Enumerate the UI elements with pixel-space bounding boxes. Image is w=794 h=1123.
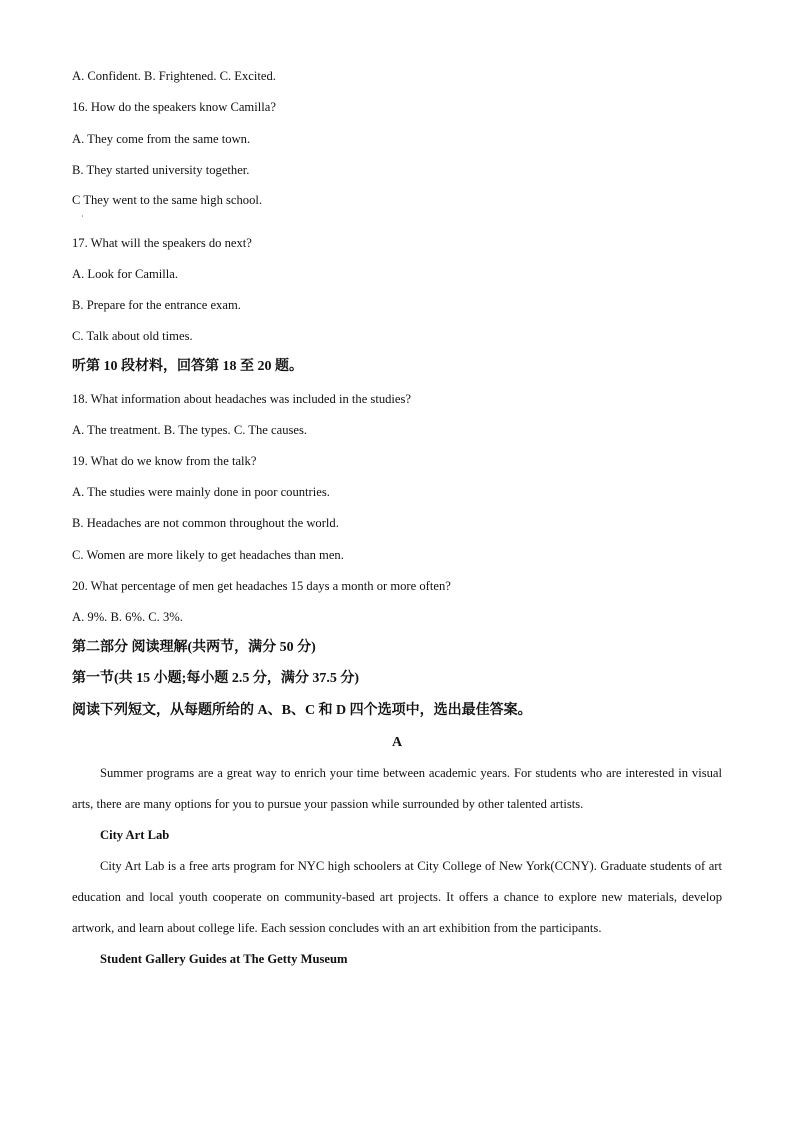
passage-intro: Summer programs are a great way to enrich your time between academic years. For students who are interested in visual arts, there are many options for you to pursue your passion while surrounded by other talented artists. [72,766,722,811]
section1-heading: 第一节(共 15 小题;每小题 2.5 分，满分 37.5 分) [72,671,359,686]
passage-body [72,758,722,975]
q17-option-a: A. Look for Camilla. [72,267,178,281]
q18-question: 18. What information about headaches was included in the studies? [72,392,412,406]
q16-option-c: C They went to the same high school. [72,193,263,207]
q17-option-c: C. Talk about old times. [72,329,193,343]
q17-question: 17. What will the speakers do next? [72,236,252,250]
program2-title: Student Gallery Guides at The Getty Museum [100,952,348,966]
q16-question: 16. How do the speakers know Camilla? [72,100,276,114]
stray-dot: · [81,212,84,221]
q17-option-b: B. Prepare for the entrance exam. [72,298,241,312]
program1-title: City Art Lab [100,828,170,842]
q18-options: A. The treatment. B. The types. C. The causes. [72,423,308,437]
part2-heading: 第二部分 阅读理解(共两节，满分 50 分) [72,640,316,655]
q19-option-b: B. Headaches are not common throughout the world. [72,516,339,530]
passage-label: A [391,735,403,750]
q16-option-b: B. They started university together. [72,163,250,177]
section10-heading: 听第 10 段材料，回答第 18 至 20 题。 [72,359,303,374]
program1-text: City Art Lab is a free arts program for NYC high schoolers at City College of New York(CCNY). Graduate students of art education and local youth cooperate on community-based art projects. It offers a chance to explore new materials, develop artwork, and learn about college life. Each session concludes with an art exhibition from the participants. [72,859,722,935]
instruction: 阅读下列短文，从每题所给的 A、B、C 和 D 四个选项中，选出最佳答案。 [72,703,532,718]
q19-option-c: C. Women are more likely to get headaches than men. [72,548,344,562]
q20-question: 20. What percentage of men get headaches 15 days a month or more often? [72,579,451,593]
q15-options: A. Confident. B. Frightened. C. Excited. [72,69,276,83]
q19-option-a: A. The studies were mainly done in poor countries. [72,485,330,499]
q20-options: A. 9%. B. 6%. C. 3%. [72,610,183,624]
q16-option-a: A. They come from the same town. [72,132,251,146]
q19-question: 19. What do we know from the talk? [72,454,257,468]
